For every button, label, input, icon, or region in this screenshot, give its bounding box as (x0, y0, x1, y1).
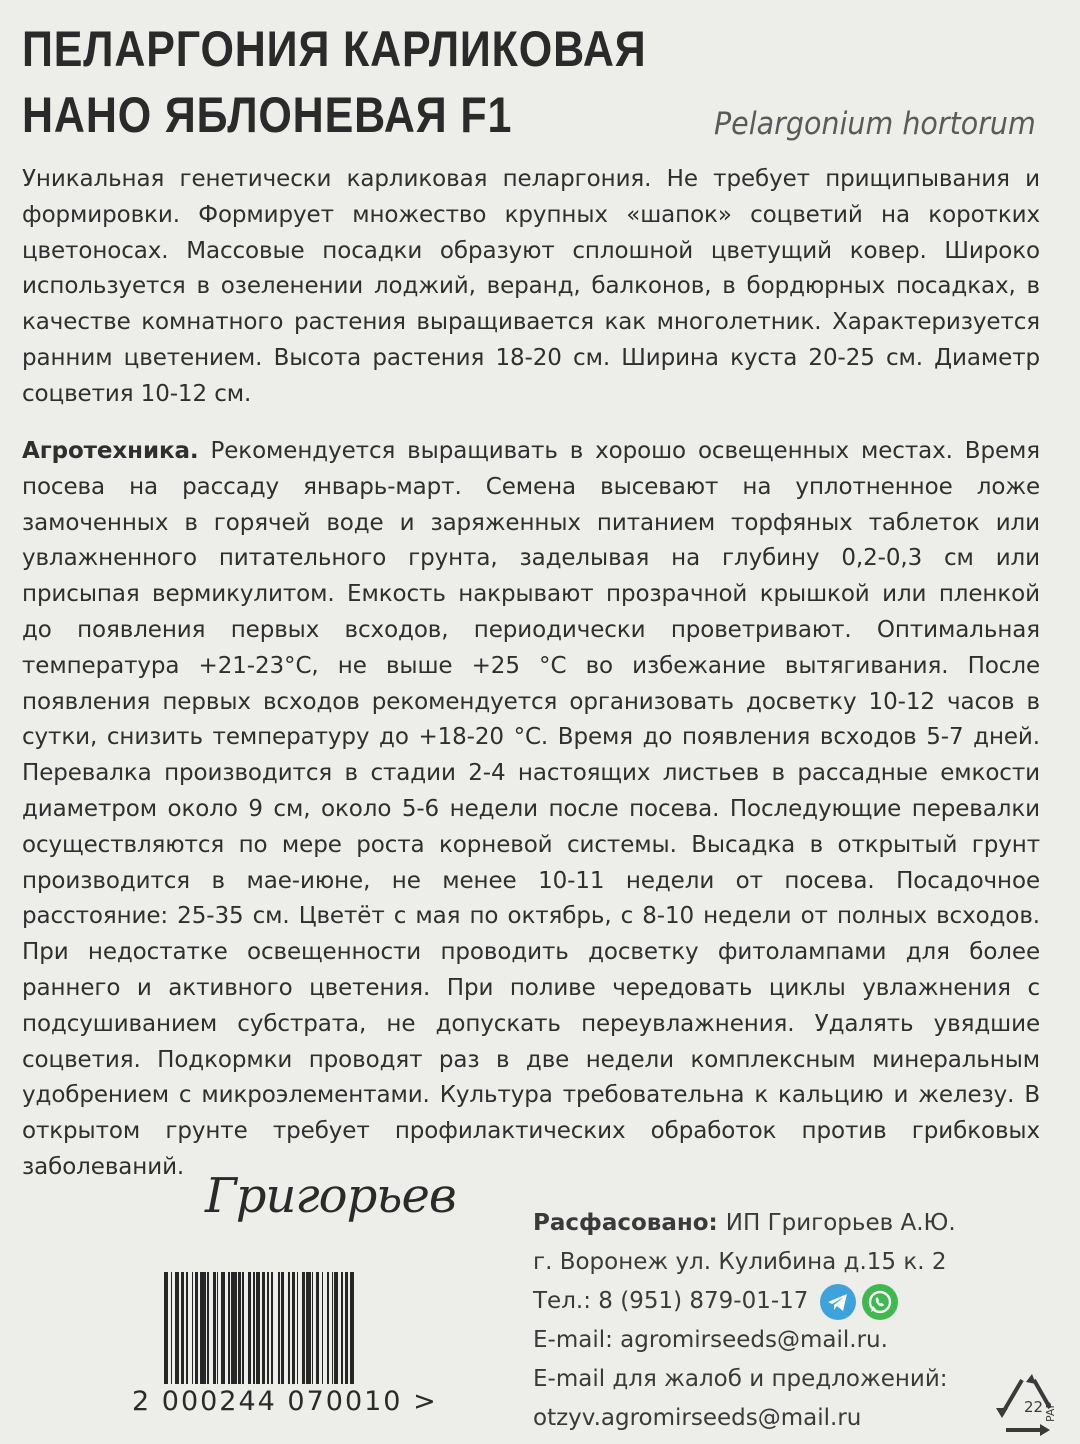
brand-logo: Григорьев (205, 1168, 456, 1224)
agrotechnics-paragraph (22, 434, 1040, 1186)
email-line[interactable]: E-mail: agromirseeds@mail.ru. (533, 1327, 888, 1353)
product-title (22, 16, 647, 148)
recycle-icon (992, 1372, 1072, 1440)
barcode-number: 2 000244 070010 > (132, 1386, 438, 1417)
complaints-label: E-mail для жалоб и предложений: (533, 1366, 948, 1392)
recycle-symbol (992, 1372, 1072, 1444)
telegram-icon[interactable] (820, 1284, 856, 1320)
product-title-line1: ПЕЛАРГОНИЯ КАРЛИКОВАЯ (22, 21, 647, 77)
phone-line (533, 1282, 956, 1321)
product-title-line2: НАНО ЯБЛОНЕВАЯ F1 (22, 87, 513, 143)
barcode-bar (350, 1272, 354, 1384)
address-line: г. Воронеж ул. Кулибина д.15 к. 2 (533, 1249, 947, 1275)
latin-name: Pelargonium hortorum (714, 106, 1036, 142)
description-paragraph: Уникальная генетически карликовая пеларгония. Не требует прищипывания и формировки. Формирует множество крупных «шапок» соцветий на коротких цветоносах. Массовые посадки образуют сплошной цветущий ковер. Широко используется в озеленении лоджий, веранд, балконов, в бордюрных посадках, в качестве комнатного растения выращивается как многолетник. Характеризуется ранним цветением. Высота растения 18-20 см. Ширина куста 20-25 см. Диаметр соцветия 10-12 см. (22, 166, 1040, 407)
whatsapp-icon[interactable] (862, 1284, 898, 1320)
phone-number[interactable]: Тел.: 8 (951) 879-01-17 (533, 1288, 809, 1314)
barcode (164, 1272, 464, 1384)
agrotechnics-text: Рекомендуется выращивать в хорошо освещенных местах. Время посева на рассаду январь-март. Семена высевают на уплотненное ложе замоченных в горячей воде и заряженных питанием торфяных таблеток или увлажненного питательного грунта, заделывая на глубину 0,2-0,3 см или присыпая вермикулитом. Емкость накрывают прозрачной крышкой или пленкой до появления первых всходов, периодически проветривают. Оптимальная температура +21-23°С, не выше +25 °С во избежание вытягивания. После появления первых всходов рекомендуется организовать досветку 10-12 часов в сутки, снизить температуру до +18-20 °С. Время до появления всходов 5-7 дней. Перевалка производится в стадии 2-4 настоящих листьев в рассадные емкости диаметром около 9 см, около 5-6 недели после посева. Последующие перевалки осуществляются по мере роста корневой системы. Высадка в открытый грунт производится в мае-июне, не менее 10-11 недели от посева. Посадочное расстояние: 25-35 см. Цветёт с мая по октябрь, с 8-10 недели от полных всходов. При недостатке освещенности проводить досветку фитолампами для более раннего и активного цветения. При поливе чередовать циклы увлажнения с подсушиванием субстрата, не допускать переувлажнения. Удалять увядшие соцветия. Подкормки проводят раз в две недели комплексным минеральным удобрением с микроэлементами. Культура требовательна к кальцию и железу. В открытом грунте требует профилактических обработок против грибковых заболеваний. (22, 438, 1040, 1180)
packed-by-line (533, 1204, 956, 1243)
packed-by-value: ИП Григорьев А.Ю. (725, 1210, 956, 1236)
recycle-material: PAP (1044, 1401, 1057, 1422)
agrotechnics-label: Агротехника. (22, 438, 199, 464)
recycle-code: 22 (1024, 1398, 1044, 1416)
complaints-email[interactable]: otzyv.agromirseeds@mail.ru (533, 1405, 862, 1431)
packed-by-label: Расфасовано: (533, 1210, 718, 1236)
contact-block (533, 1204, 956, 1438)
